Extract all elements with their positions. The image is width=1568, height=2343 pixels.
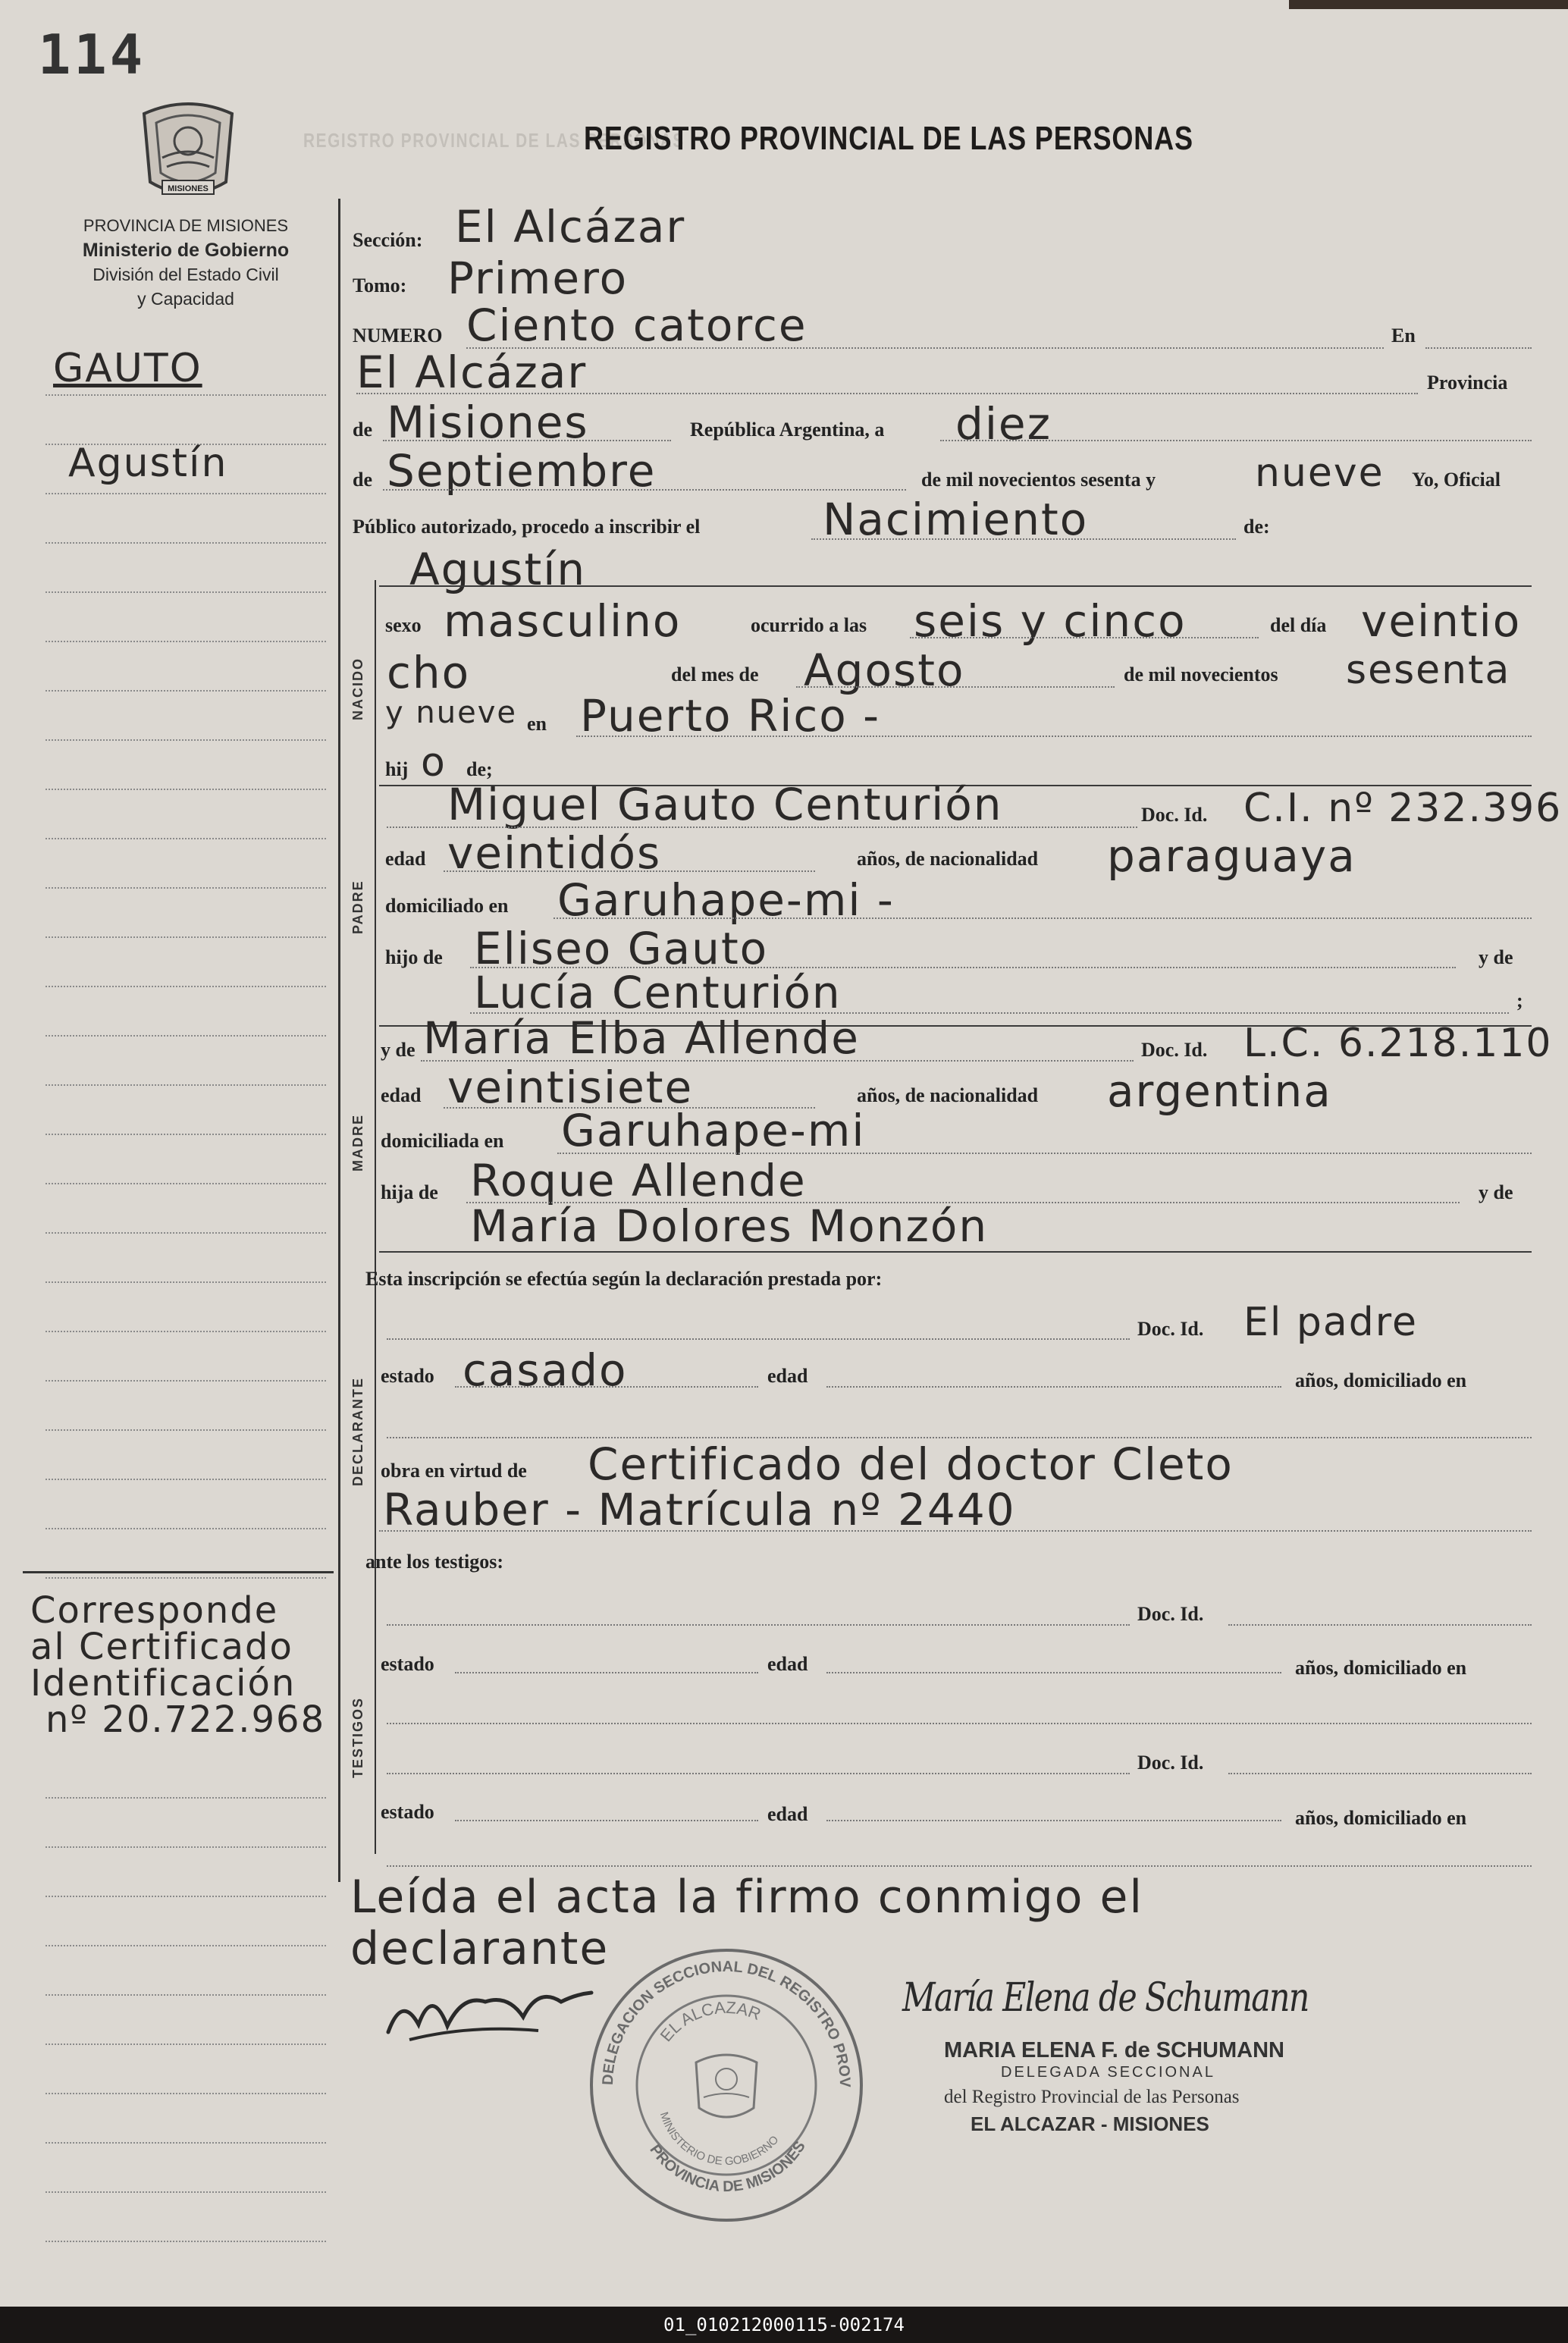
label-testigo1-edad: edad xyxy=(767,1653,808,1675)
value-seccion: El Alcázar xyxy=(455,201,686,252)
ministry-capacity: y Capacidad xyxy=(137,289,234,309)
label-publico: Público autorizado, procedo a inscribir el xyxy=(353,516,701,538)
label-declarante-estado: estado xyxy=(381,1365,434,1387)
value-madre-doc: L.C. 6.218.110 xyxy=(1243,1021,1553,1066)
closing-line-1: Leída el acta la firmo conmigo el xyxy=(350,1871,1144,1924)
margin-given-name: Agustín xyxy=(68,441,228,486)
section-border xyxy=(375,580,376,1854)
label-testigo2-edad: edad xyxy=(767,1803,808,1825)
value-madre-madre: María Dolores Monzón xyxy=(470,1200,989,1252)
section-label-nacido: NACIDO xyxy=(350,657,365,720)
value-tipo-acta: Nacimiento xyxy=(823,494,1089,545)
value-madre-padre: Roque Allende xyxy=(470,1155,807,1206)
stamp-official-title: DELEGADA SECCIONAL xyxy=(1001,2064,1215,2081)
label-padre-doc: Doc. Id. xyxy=(1141,804,1208,826)
label-del-mes: del mes de xyxy=(671,663,759,685)
value-madre-domicilio: Garuhape-mi xyxy=(561,1105,866,1156)
label-madre-doc: Doc. Id. xyxy=(1141,1039,1208,1061)
value-madre-edad: veintisiete xyxy=(447,1062,694,1113)
margin-note-line: al Certificado xyxy=(30,1626,293,1668)
testigos-intro: ante los testigos: xyxy=(365,1551,503,1573)
margin-surname: GAUTO xyxy=(53,346,202,391)
closing-line-2: declarante xyxy=(350,1922,610,1975)
label-numero: NUMERO xyxy=(353,325,443,347)
label-testigo1-anios: años, domiciliado en xyxy=(1295,1657,1467,1679)
value-mes: Septiembre xyxy=(387,445,657,497)
label-declarante-obra: obra en virtud de xyxy=(381,1460,527,1482)
value-declarante-certificado-2: Rauber - Matrícula nº 2440 xyxy=(383,1484,1016,1535)
label-provincia: Provincia xyxy=(1427,372,1508,394)
ghost-header: REGISTRO PROVINCIAL DE LAS PERSONAS xyxy=(303,129,685,152)
margin-note-line: nº 20.722.968 xyxy=(45,1698,326,1741)
ministry-division: División del Estado Civil xyxy=(93,265,279,284)
ministry-province: PROVINCIA DE MISIONES xyxy=(83,216,289,235)
value-madre-nacionalidad: argentina xyxy=(1107,1065,1332,1117)
section-label-declarante: DECLARANTE xyxy=(350,1377,365,1486)
label-padre-domicilio: domiciliado en xyxy=(385,895,509,917)
label-testigo2-estado: estado xyxy=(381,1801,434,1823)
label-republica: República Argentina, a xyxy=(690,419,885,441)
label-testigo2-anios: años, domiciliado en xyxy=(1295,1807,1467,1829)
value-provincia: Misiones xyxy=(387,397,589,448)
label-testigo1-doc: Doc. Id. xyxy=(1137,1603,1204,1625)
label-tomo: Tomo: xyxy=(353,274,407,296)
label-madre-anios: años, de nacionalidad xyxy=(857,1084,1039,1106)
stamp-official-place: EL ALCAZAR - MISIONES xyxy=(971,2112,1209,2135)
seal-inner-text: EL ALCAZAR xyxy=(656,1997,764,2046)
section-label-testigos: TESTIGOS xyxy=(350,1696,365,1778)
value-hij-suffix: o xyxy=(421,740,447,786)
value-hora: seis y cinco xyxy=(914,595,1187,647)
margin-note-line: Corresponde xyxy=(30,1589,279,1632)
label-seccion: Sección: xyxy=(353,229,423,251)
label-madre-hija-de: hija de xyxy=(381,1181,438,1203)
label-declarante-doc: Doc. Id. xyxy=(1137,1318,1204,1340)
label-yo-oficial: Yo, Oficial xyxy=(1412,469,1501,491)
section-label-padre: PADRE xyxy=(350,880,365,934)
value-mes-nacido: Agosto xyxy=(804,645,965,696)
value-dia-1: veintio xyxy=(1361,595,1522,647)
value-padre-madre: Lucía Centurión xyxy=(474,967,842,1018)
seal-bottom-text: PROVINCIA DE MISIONES xyxy=(646,2138,809,2196)
label-testigo2-doc: Doc. Id. xyxy=(1137,1752,1204,1774)
page-number: 114 xyxy=(38,23,146,86)
page-edge xyxy=(1289,0,1568,9)
value-inscripto: Agustín xyxy=(409,544,587,595)
label-en: En xyxy=(1391,325,1416,347)
ministry-name: Ministerio de Gobierno xyxy=(82,240,290,261)
province-crest xyxy=(136,97,240,208)
value-declarante-estado: casado xyxy=(463,1344,628,1396)
label-padre-hijo-de: hijo de xyxy=(385,946,443,968)
label-padre-edad: edad xyxy=(385,848,426,870)
value-anio-1: sesenta xyxy=(1346,648,1511,693)
section-label-madre: MADRE xyxy=(350,1114,365,1172)
label-declarante-anios: años, domiciliado en xyxy=(1295,1369,1467,1391)
stamp-official-office: del Registro Provincial de las Personas xyxy=(944,2087,1240,2107)
value-sexo: masculino xyxy=(444,595,682,647)
label-de-mil: de mil novecientos sesenta y xyxy=(921,469,1156,491)
value-padre-doc: C.I. nº 232.396 xyxy=(1243,786,1563,831)
label-de-colon: de: xyxy=(1243,516,1270,538)
registry-seal xyxy=(582,1941,870,2232)
label-hij: hij xyxy=(385,758,409,780)
label-ocurrido: ocurrido a las xyxy=(751,614,867,636)
stamp-official-name: MARIA ELENA F. de SCHUMANN xyxy=(944,2038,1284,2062)
declarante-intro: Esta inscripción se efectúa según la declaración prestada por: xyxy=(365,1268,883,1290)
declarant-signature-text: M.G. xyxy=(491,2043,495,2045)
value-padre-domicilio: Garuhape-mi - xyxy=(557,874,895,926)
value-dia: diez xyxy=(955,398,1052,450)
label-declarante-edad: edad xyxy=(767,1365,808,1387)
label-padre-anios: años, de nacionalidad xyxy=(857,848,1039,870)
label-madre-y-de2: y de xyxy=(1479,1181,1513,1203)
crest-text: MISIONES xyxy=(168,184,209,193)
registry-title: REGISTRO PROVINCIAL DE LAS PERSONAS xyxy=(584,120,1193,157)
label-padre-semicolon: ; xyxy=(1516,990,1523,1012)
value-padre-edad: veintidós xyxy=(447,827,662,879)
value-tomo: Primero xyxy=(447,252,629,304)
label-madre-y-de: y de xyxy=(381,1039,416,1061)
value-anio-2: y nueve xyxy=(385,695,517,730)
label-testigo1-estado: estado xyxy=(381,1653,434,1675)
value-padre-nacionalidad: paraguaya xyxy=(1107,830,1356,882)
label-sexo: sexo xyxy=(385,614,422,636)
value-numero: Ciento catorce xyxy=(466,300,808,351)
official-signature: María Elena de Schumann xyxy=(902,1975,1309,2021)
seal-outer-text: DELEGACION SECCIONAL DEL REGISTRO PROV xyxy=(599,1958,854,2088)
value-padre-padre: Eliseo Gauto xyxy=(474,923,769,974)
value-declarante-doc: El padre xyxy=(1243,1300,1418,1345)
value-padre-nombre: Miguel Gauto Centurión xyxy=(447,779,1003,830)
image-id-footer: 01_010212000115-002174 xyxy=(0,2307,1568,2343)
margin-note-line: Identificación xyxy=(30,1662,296,1705)
seal-inner-bottom-text: MINISTERIO DE GOBIERNO xyxy=(657,2110,782,2169)
label-de-nacido: de; xyxy=(466,758,493,780)
form-border-left xyxy=(338,199,340,1882)
value-anio: nueve xyxy=(1255,450,1385,496)
label-padre-y-de: y de xyxy=(1479,946,1513,968)
label-de: de xyxy=(353,419,372,441)
value-localidad: El Alcázar xyxy=(356,347,588,398)
label-del-dia: del día xyxy=(1270,614,1327,636)
value-lugar: Puerto Rico - xyxy=(580,690,881,742)
label-madre-domicilio: domiciliada en xyxy=(381,1130,504,1152)
value-dia-2: cho xyxy=(387,647,471,698)
declarant-signature xyxy=(379,1971,607,2050)
ministry-block xyxy=(30,214,341,311)
label-en-nacido: en xyxy=(527,713,547,735)
value-madre-nombre: María Elba Allende xyxy=(423,1012,860,1064)
margin-note xyxy=(30,1589,326,1741)
label-de-mil-nacido: de mil novecientos xyxy=(1124,663,1278,685)
value-declarante-certificado-1: Certificado del doctor Cleto xyxy=(588,1438,1234,1490)
label-madre-edad: edad xyxy=(381,1084,422,1106)
label-de-mes: de xyxy=(353,469,372,491)
